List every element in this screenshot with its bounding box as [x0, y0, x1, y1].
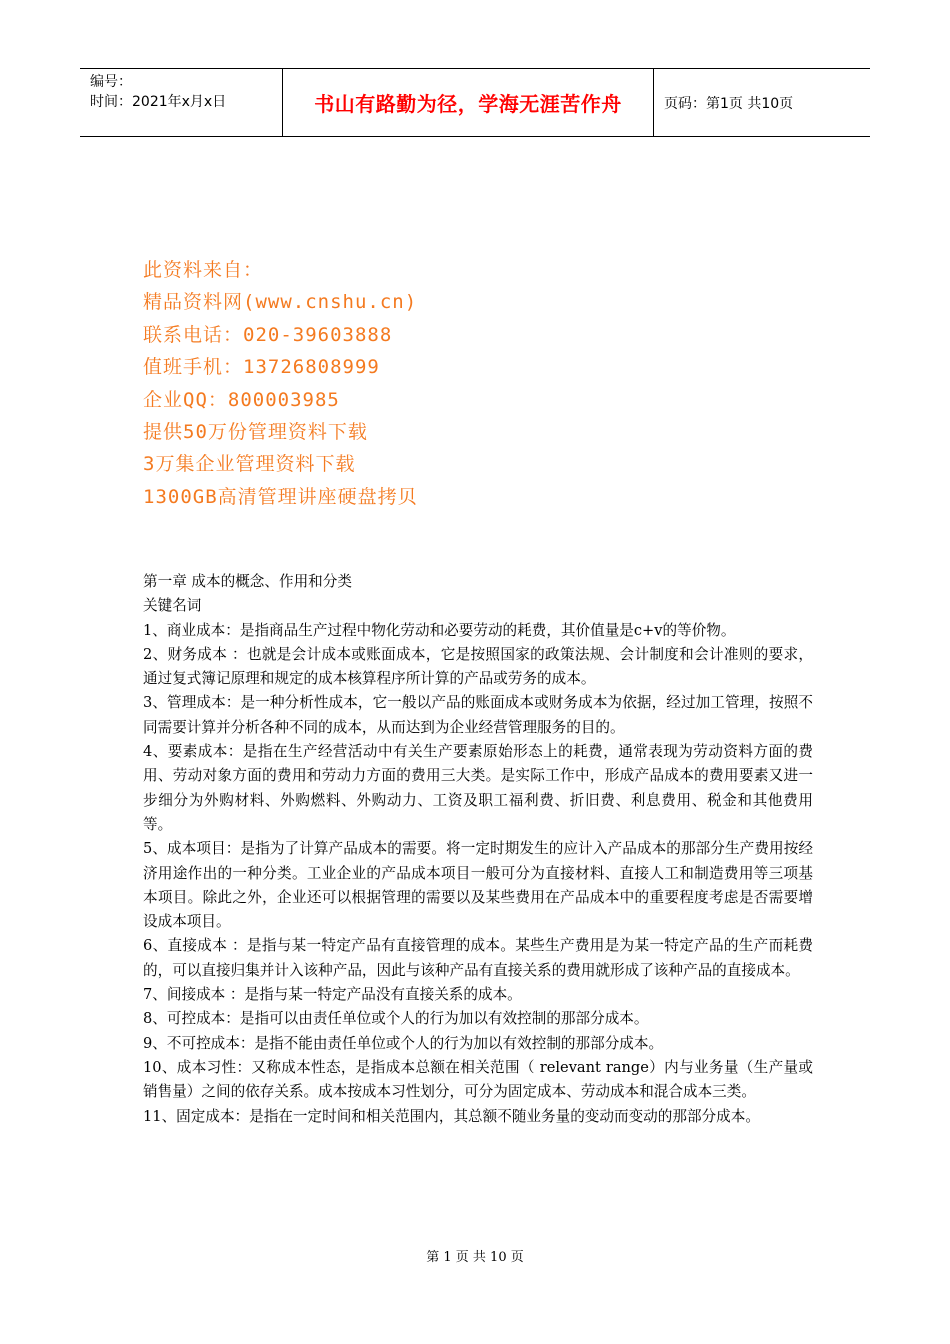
source-line: 联系电话：020-39603888 — [143, 323, 393, 346]
paragraph: 11、固定成本：是指在一定时间和相关范围内，其总额不随业务量的变动而变动的那部分成本。 — [143, 1107, 760, 1125]
source-line: 精品资料网(www.cnshu.cn) — [143, 291, 418, 314]
header-page-info — [654, 69, 870, 136]
document-body — [143, 570, 813, 1129]
page-footer: 第 1 页 共 10 页 — [426, 1250, 524, 1265]
header-motto-cell — [282, 69, 654, 136]
paragraph: 8、可控成本：是指可以由责任单位或个人的行为加以有效控制的那部分成本。 — [143, 1010, 649, 1028]
section-title: 关键名词 — [143, 597, 202, 615]
page-info-text: 页码：第1页 共10页 — [664, 95, 794, 112]
header-meta — [80, 69, 282, 136]
paragraph: 5、成本项目：是指为了计算产品成本的需要。将一定时期发生的应计入产品成本的那部分生产费用按经济用途作出的一种分类。工业企业的产品成本项目一般可分为直接材料、直接人工和制造费用等三项基本项目。除此之外，企业还可以根据管理的需要以及某些费用在产品成本中的重要程度考虑是否需要增设成本项目。 — [143, 840, 813, 931]
paragraph: 6、直接成本 ：是指与某一特定产品有直接管理的成本。某些生产费用是为某一特定产品的生产而耗费的，可以直接归集并计入该种产品，因此与该种产品有直接关系的费用就形成了该种产品的直接成本。 — [143, 937, 813, 979]
chapter-title: 第一章 成本的概念、作用和分类 — [143, 573, 352, 590]
source-line: 1300GB高清管理讲座硬盘拷贝 — [143, 485, 418, 508]
paragraph: 7、间接成本 ：是指与某一特定产品没有直接关系的成本。 — [143, 986, 522, 1004]
paragraph: 2、财务成本 ：也就是会计成本或账面成本，它是按照国家的政策法规、会计制度和会计准则的要求，通过复式簿记原理和规定的成本核算程序所计算的产品或劳务的成本。 — [143, 645, 813, 688]
paragraph: 1、商业成本：是指商品生产过程中物化劳动和必要劳动的耗费，其价值量是c+v的等价物。 — [143, 621, 736, 639]
number-label: 编号： — [90, 74, 132, 90]
source-line: 3万集企业管理资料下载 — [143, 453, 356, 476]
paragraph: 10、成本习性：又称成本性态，是指成本总额在相关范围（ relevant range）内与业务量（生产量或销售量）之间的依存关系。成本按成本习性划分，可分为固定成本、劳动成本和混合成本三类。 — [143, 1058, 813, 1101]
paragraph: 4、要素成本：是指在生产经营活动中有关生产要素原始形态上的耗费，通常表现为劳动资料方面的费用、劳动对象方面的费用和劳动力方面的费用三大类。是实际工作中，形成产品成本的费用要素又进一步细分为外购材料、外购燃料、外购动力、工资及职工福利费、折旧费、利息费用、税金和其他费用等。 — [143, 743, 813, 833]
source-line: 企业QQ：800003985 — [143, 388, 340, 411]
source-line: 此资料来自： — [143, 259, 264, 281]
source-line: 值班手机：13726808999 — [143, 356, 380, 379]
time-label: 时间：2021年x月x日 — [90, 94, 227, 110]
source-info-block — [143, 254, 418, 513]
motto-text: 书山有路勤为径，学海无涯苦作舟 — [314, 92, 622, 116]
paragraph: 3、管理成本：是一种分析性成本，它一般以产品的账面成本或财务成本为依据，经过加工管理，按照不同需要计算并分析各种不同的成本，从而达到为企业经营管理服务的目的。 — [143, 694, 813, 736]
paragraph: 9、不可控成本：是指不能由责任单位或个人的行为加以有效控制的那部分成本。 — [143, 1034, 664, 1052]
header-table — [80, 68, 870, 137]
source-line: 提供50万份管理资料下载 — [143, 420, 368, 443]
